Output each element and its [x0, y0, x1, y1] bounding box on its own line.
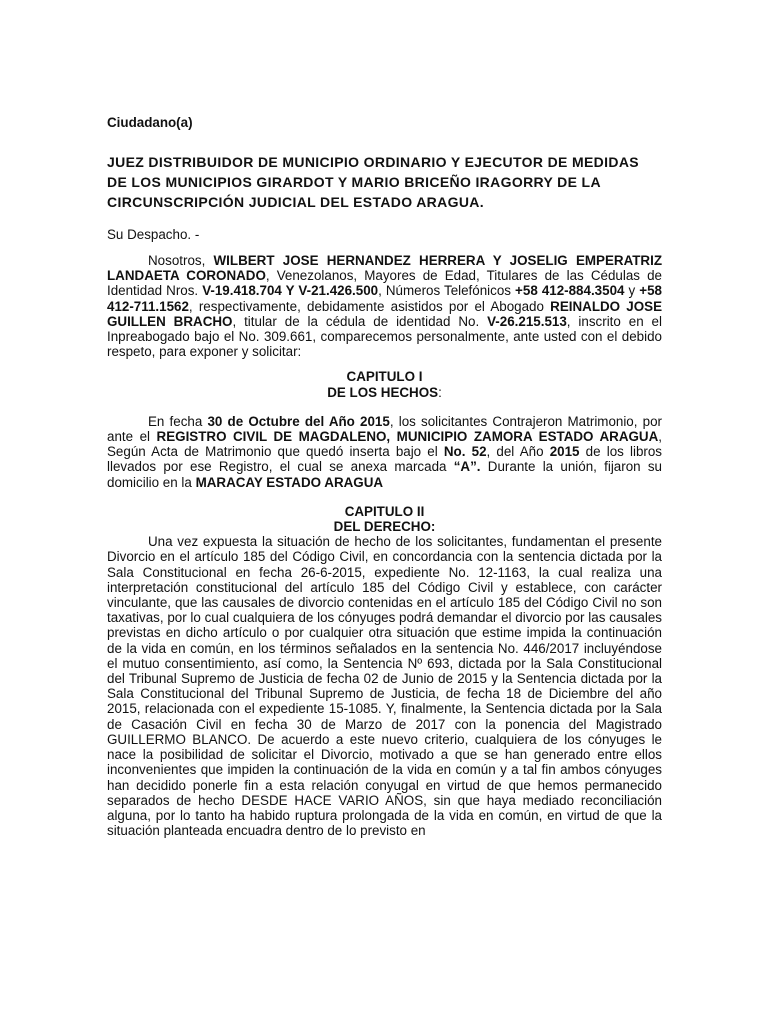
marriage-date: 30 de Octubre del Año 2015 [207, 413, 390, 429]
facts-text: , los solicitantes Contrajeron Matrimonio, por ante el [107, 413, 662, 445]
facts-text: de los libros llevados por ese Registro, el cual se anexa marcada [107, 444, 663, 475]
chapter-1-title: CAPITULO I [346, 369, 423, 385]
lawyer-name: REINALDO JOSE GUILLEN BRACHO [107, 298, 663, 329]
chapter-1-subtitle-colon: : [438, 384, 442, 400]
intro-text: , respectivamente, debidamente asistidos por el Abogado [188, 298, 551, 314]
salutation: Ciudadano(a) [107, 115, 193, 130]
facts-text: , Según Acta de Matrimonio que quedó inserta bajo el [107, 429, 662, 460]
registry-office: REGISTRO CIVIL DE MAGDALENO, MUNICIPIO ZAMORA ESTADO ARAGUA [156, 429, 659, 445]
act-year: 2015 [549, 444, 580, 460]
addressee-judge: JUEZ DISTRIBUIDOR DE MUNICIPIO ORDINARIO Y EJECUTOR DE MEDIDAS DE LOS MUNICIPIOS GIRARDOT Y MARIO BRICEÑO IRAGORRY DE LA CIRCUNSCRIPCIÓN JUDICIAL DEL ESTADO ARAGUA. [107, 154, 639, 210]
annex-mark: “A”. [453, 459, 481, 475]
chapter-2-subtitle: DEL DERECHO: [333, 519, 436, 535]
facts-paragraph [107, 414, 662, 490]
facts-text: Durante la unión, fijaron su domicilio en la [107, 459, 662, 490]
law-paragraph: Una vez expuesta la situación de hecho de los solicitantes, fundamentan el presente Divorcio en el artículo 185 del Código Civil, en concordancia con la sentencia dictada por la Sala Constitucional en fecha 26-6-2015, expediente No. 12-1163, la cual realiza una interpretación constitucional del artículo 185 del Código Civil y establece, con carácter vinculante, que las causales de divorcio contenidas en el artículo 185 del Código Civil no son taxativas, por lo cual cualquiera de los cónyuges podrá demandar el divorcio por las causales previstas en dicho artículo o por cualquier otra situación que estime impida la continuación de la vida en común, en los términos señalados en la sentencia No. 446/2017 incluyéndose el mutuo consentimiento, así como, la Sentencia Nº 693, dictada por la Sala Constitucional del Tribunal Supremo de Justicia de fecha 02 de Junio de 2015 y la Sentencia dictada por la Sala Constitucional del Tribunal Supremo de Justicia, de fecha 18 de Diciembre del año 2015, relacionada con el expediente 15-1085. Y, finalmente, la Sentencia dictada por la Sala de Casación Civil en fecha 30 de Marzo de 2017 con la ponencia del Magistrado GUILLERMO BLANCO. De acuerdo a este nuevo criterio, cualquiera de los cónyuges le nace la posibilidad de solicitar el Divorcio, motivado a que se han generado entre ellos inconvenientes que impiden la continuación de la vida en común y a tal fin ambos cónyuges han decidido ponerle fin a esta relación conyugal en virtud de que hemos permanecido separados de hecho DESDE HACE VARIO AÑOS, sin que haya mediado reconciliación alguna, por lo tanto ha habido ruptura prolongada de la vida en común, en virtud de que la situación planteada encuadra dentro de lo previsto en [107, 534, 662, 839]
intro-text: , inscrito en el Inpreabogado bajo el No. 309.661, comparecemos personalmente, ante usted con el debido respeto, para exponer y solicitar: [107, 313, 662, 360]
chapter-1-subtitle-text: DE LOS HECHOS [327, 384, 439, 400]
id-numbers: V-19.418.704 Y V-21.426.500 [202, 283, 379, 299]
intro-text: Nosotros, [148, 253, 214, 268]
spacer [107, 490, 662, 504]
spacer [107, 400, 662, 414]
intro-text: , Venezolanos, Mayores de Edad, Titulares de las Cédulas de Identidad Nros. [107, 268, 662, 299]
phone-number-2: +58 412-711.1562 [107, 283, 662, 314]
intro-text: y [624, 283, 640, 299]
greeting: Su Despacho. - [107, 227, 200, 242]
facts-text: , del Año [486, 444, 550, 460]
intro-paragraph [107, 253, 662, 359]
spacer [107, 359, 662, 369]
phone-number-1: +58 412-884.3504 [515, 283, 625, 299]
chapter-2-title: CAPITULO II [344, 503, 425, 519]
intro-text: , titular de la cédula de identidad No. [232, 313, 488, 329]
chapter-1-subtitle [107, 385, 662, 400]
act-number: No. 52 [443, 444, 487, 460]
petitioner-names: WILBERT JOSE HERNANDEZ HERRERA Y JOSELIG EMPERATRIZ LANDAETA CORONADO [107, 253, 662, 284]
lawyer-id: V-26.215.513 [487, 313, 567, 329]
facts-text: En fecha [148, 413, 208, 429]
intro-text: , Números Telefónicos [378, 283, 516, 299]
domicile: MARACAY ESTADO ARAGUA [195, 474, 384, 490]
